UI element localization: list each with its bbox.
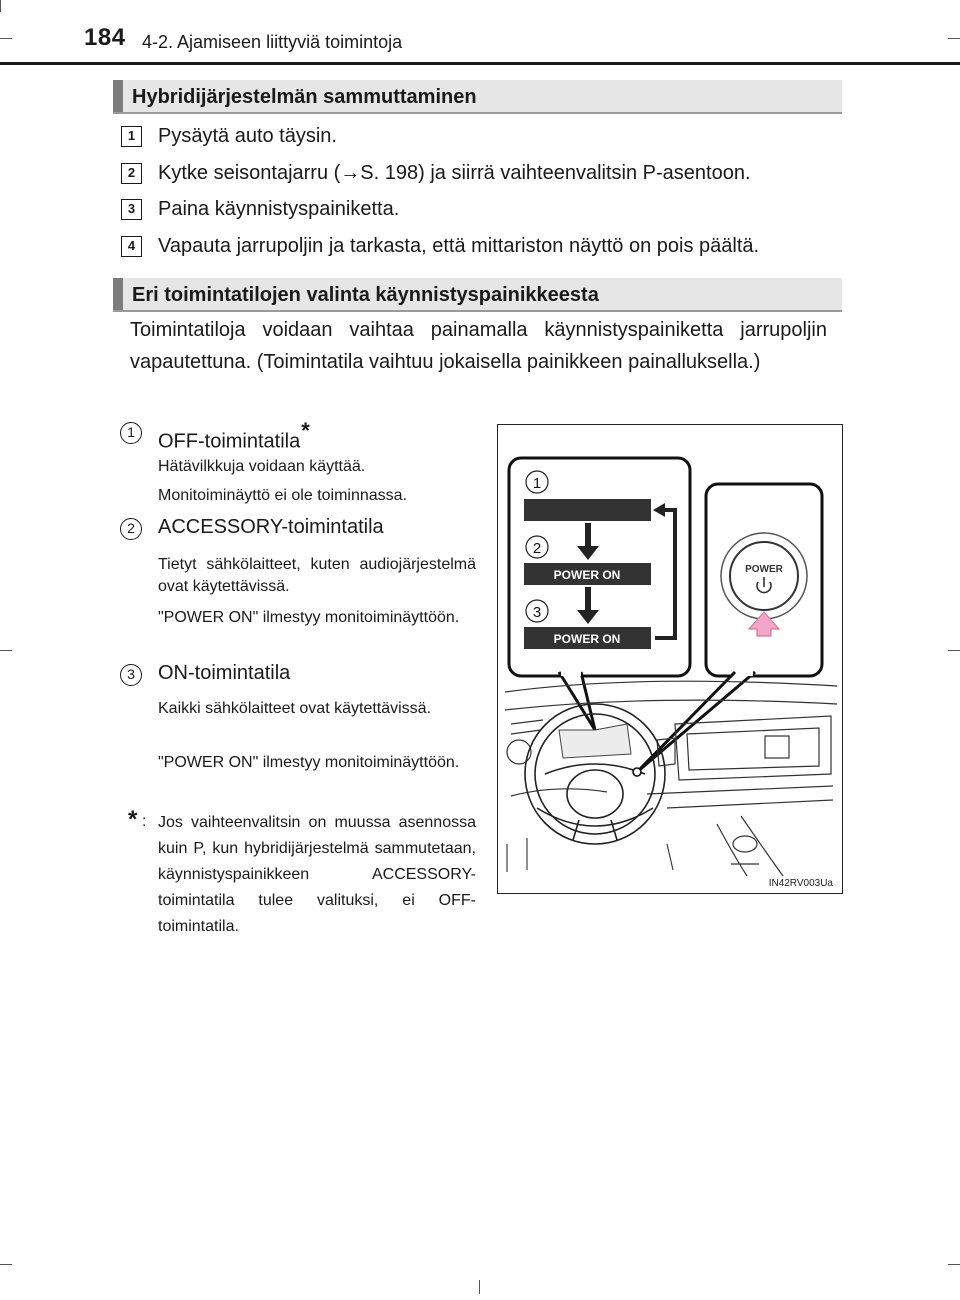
intro-paragraph: Toimintatiloja voidaan vaihtaa painamalla käynnistyspainiketta jarrupoljin vapautettuna. (Toimintatila vaihtuu jokaisella painikkeen painalluksella.) [130,319,827,373]
display-text: POWER ON [553,632,621,646]
mode-description: "POWER ON" ilmestyy monitoiminäyttöön. [158,754,460,771]
chapter-title: 4-2. Ajamiseen liittyviä toimintoja [142,32,403,52]
step-text: Kytke seisontajarru (→S. 198) ja siirrä vaihteenvalitsin P-asentoon. [158,162,751,184]
step-text: Paina käynnistyspainiketta. [158,198,400,220]
mode-title [158,420,310,454]
mode-description: Kaikki sähkölaitteet ovat käytettävissä. [158,700,432,717]
section-title: Eri toimintatilojen valinta käynnistyspainikkeesta [132,284,599,306]
mode-number: 1 [120,422,142,444]
step-number: 3 [121,199,142,220]
mode-number: 2 [120,518,142,540]
crop-mark [479,1280,480,1294]
footnote-text: Jos vaihteenvalitsin on muussa asennossa kuin P, kun hybridijärjestelmä sammutetaan, käynnistyspainikkeen ACCESSORY-toimintatila tulee valituksi, ei OFF-toimintatila. [158,814,476,935]
crop-mark [0,38,12,39]
sequence-label: 3 [532,604,542,621]
display-text: POWER ON [553,568,621,582]
footnote-marker: * [301,418,310,443]
mode-description: Monitoiminäyttö ei ole toiminnassa. [158,487,408,504]
step-text: Pysäytä auto täysin. [158,125,337,147]
power-label: POWER [745,564,783,575]
power-switch-illustration [497,424,843,894]
banner-accent [113,80,123,112]
mode-description: Tietyt sähkölaitteet, kuten audiojärjestelmä ovat käytettävissä. [158,556,476,595]
power-switch-location [633,768,641,776]
step-number: 2 [121,163,142,184]
mode-number: 3 [120,664,142,686]
mode-description: Hätävilkkuja voidaan käyttää. [158,458,366,475]
crop-mark [948,650,960,651]
page-number: 184 [84,24,126,51]
section-title: Hybridijärjestelmän sammuttaminen [132,86,477,108]
callout-pointer-join [737,668,753,676]
step-number: 1 [121,126,142,147]
step-text: Vapauta jarrupoljin ja tarkasta, että mittariston näyttö on pois päältä. [158,235,760,257]
crop-mark [948,38,960,39]
section-banner-shutdown [113,80,842,114]
crop-mark [0,0,1,12]
display-off [524,499,651,521]
arrow-shaft [585,523,591,549]
callout-pointer-join [561,668,581,676]
header-rule [0,62,960,65]
crop-mark [0,1264,12,1265]
mode-title: ACCESSORY-toimintatila [158,516,384,538]
footnote-star: * [128,806,138,833]
crop-mark [0,650,12,651]
crop-mark [948,1264,960,1265]
power-button [730,542,798,610]
sequence-label: 1 [532,475,542,492]
sequence-label: 2 [532,540,542,557]
mode-title: ON-toimintatila [158,662,291,684]
section-banner-modes [113,278,842,312]
step-number: 4 [121,236,142,257]
mode-description: "POWER ON" ilmestyy monitoiminäyttöön. [158,609,460,626]
mode-title-text: OFF-toimintatila [158,430,301,453]
footnote-colon: : [142,813,147,830]
arrow-shaft [585,587,591,613]
figure-code: IN42RV003Ua [768,878,833,889]
banner-accent [113,278,123,310]
